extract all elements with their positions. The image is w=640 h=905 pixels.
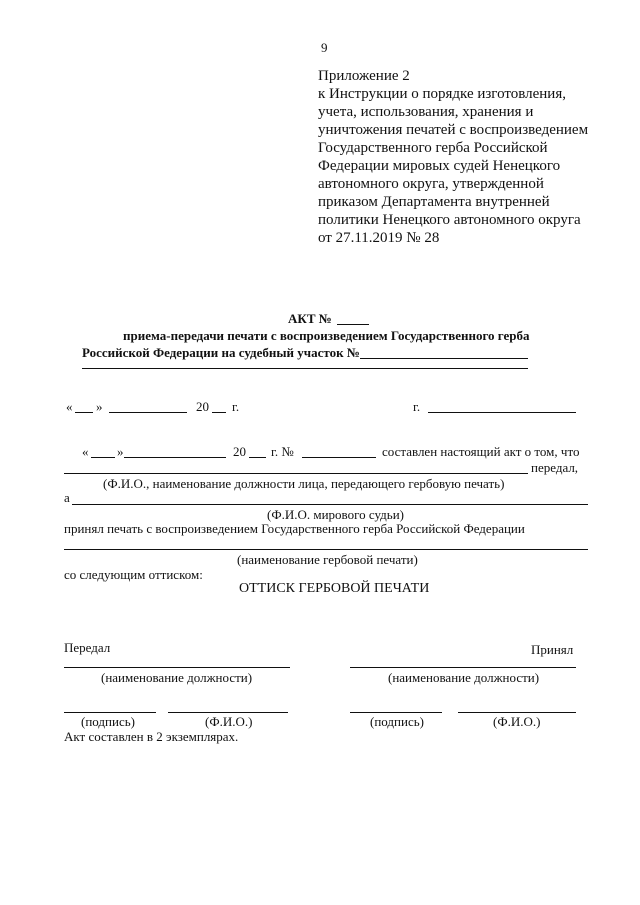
court-section-field[interactable] [360, 358, 528, 359]
appendix-line: от 27.11.2019 № 28 [318, 230, 440, 246]
compose-day-field[interactable] [91, 457, 115, 458]
impression-text: со следующим оттиском: [64, 567, 203, 582]
compose-number-label: г. № [271, 444, 294, 459]
right-signature-caption: (подпись) [370, 714, 424, 729]
left-signature-caption: (подпись) [81, 714, 135, 729]
left-signature-field[interactable] [64, 712, 156, 713]
compose-year-field[interactable] [249, 457, 266, 458]
prefix-a: а [64, 490, 70, 505]
city-field[interactable] [428, 412, 576, 413]
accepted-text: принял печать с воспроизведением Государственного герба Российской Федерации [64, 521, 525, 536]
date-month-field[interactable] [109, 412, 187, 413]
date-quote-close: » [96, 399, 103, 414]
compose-year: 20 [233, 444, 246, 459]
signature-right-title: Принял [531, 642, 574, 657]
appendix-line: политики Ненецкого автономного округа [318, 212, 581, 228]
appendix-line: Государственного герба Российской [318, 140, 548, 156]
impression-title: ОТТИСК ГЕРБОВОЙ ПЕЧАТИ [239, 581, 430, 596]
compose-text: составлен настоящий акт о том, что [382, 444, 580, 459]
date-year: 20 [196, 399, 209, 414]
city-prefix: г. [413, 399, 421, 414]
appendix-line: Приложение 2 [318, 68, 410, 84]
judge-caption: (Ф.И.О. мирового судьи) [267, 507, 404, 522]
left-position-field[interactable] [64, 667, 290, 668]
date-day-field[interactable] [75, 412, 93, 413]
page-number: 9 [321, 40, 328, 55]
compose-month-field[interactable] [124, 457, 226, 458]
appendix-line: к Инструкции о порядке изготовления, [318, 86, 566, 102]
right-name-field[interactable] [458, 712, 576, 713]
act-subtitle-1: приема-передачи печати с воспроизведением Государственного герба [123, 328, 530, 343]
left-position-caption: (наименование должности) [101, 670, 253, 685]
judge-field[interactable] [72, 504, 588, 505]
appendix-line: Федерации мировых судей Ненецкого [318, 158, 561, 174]
seal-name-field[interactable] [64, 549, 588, 550]
footer-note: Акт составлен в 2 экземплярах. [64, 729, 239, 744]
date-year-field[interactable] [212, 412, 226, 413]
compose-number-field[interactable] [302, 457, 376, 458]
right-signature-field[interactable] [350, 712, 442, 713]
act-subtitle-2: Российской Федерации на судебный участок № [82, 345, 360, 360]
left-name-caption: (Ф.И.О.) [205, 714, 253, 729]
signature-left-title: Передал [64, 640, 111, 655]
appendix-line: учета, использования, хранения и [318, 104, 534, 120]
appendix-line: автономного округа, утвержденной [318, 176, 544, 192]
court-section-field-continued[interactable] [82, 368, 528, 369]
seal-name-caption: (наименование гербовой печати) [237, 552, 418, 567]
date-year-suffix: г. [232, 399, 240, 414]
compose-quote-close: » [117, 444, 124, 459]
left-name-field[interactable] [168, 712, 288, 713]
act-number-field[interactable] [337, 324, 369, 325]
transferred-label: передал, [531, 460, 579, 475]
date-quote-open: « [66, 399, 73, 414]
compose-quote-open: « [82, 444, 89, 459]
right-position-field[interactable] [350, 667, 576, 668]
transferor-caption: (Ф.И.О., наименование должности лица, передающего гербовую печать) [103, 476, 505, 491]
act-title: АКТ № [288, 311, 332, 326]
right-name-caption: (Ф.И.О.) [493, 714, 541, 729]
appendix-block [318, 67, 588, 247]
transferor-field[interactable] [64, 473, 528, 474]
appendix-line: приказом Департамента внутренней [318, 194, 550, 210]
right-position-caption: (наименование должности) [388, 670, 540, 685]
appendix-line: уничтожения печатей с воспроизведением [318, 122, 589, 138]
